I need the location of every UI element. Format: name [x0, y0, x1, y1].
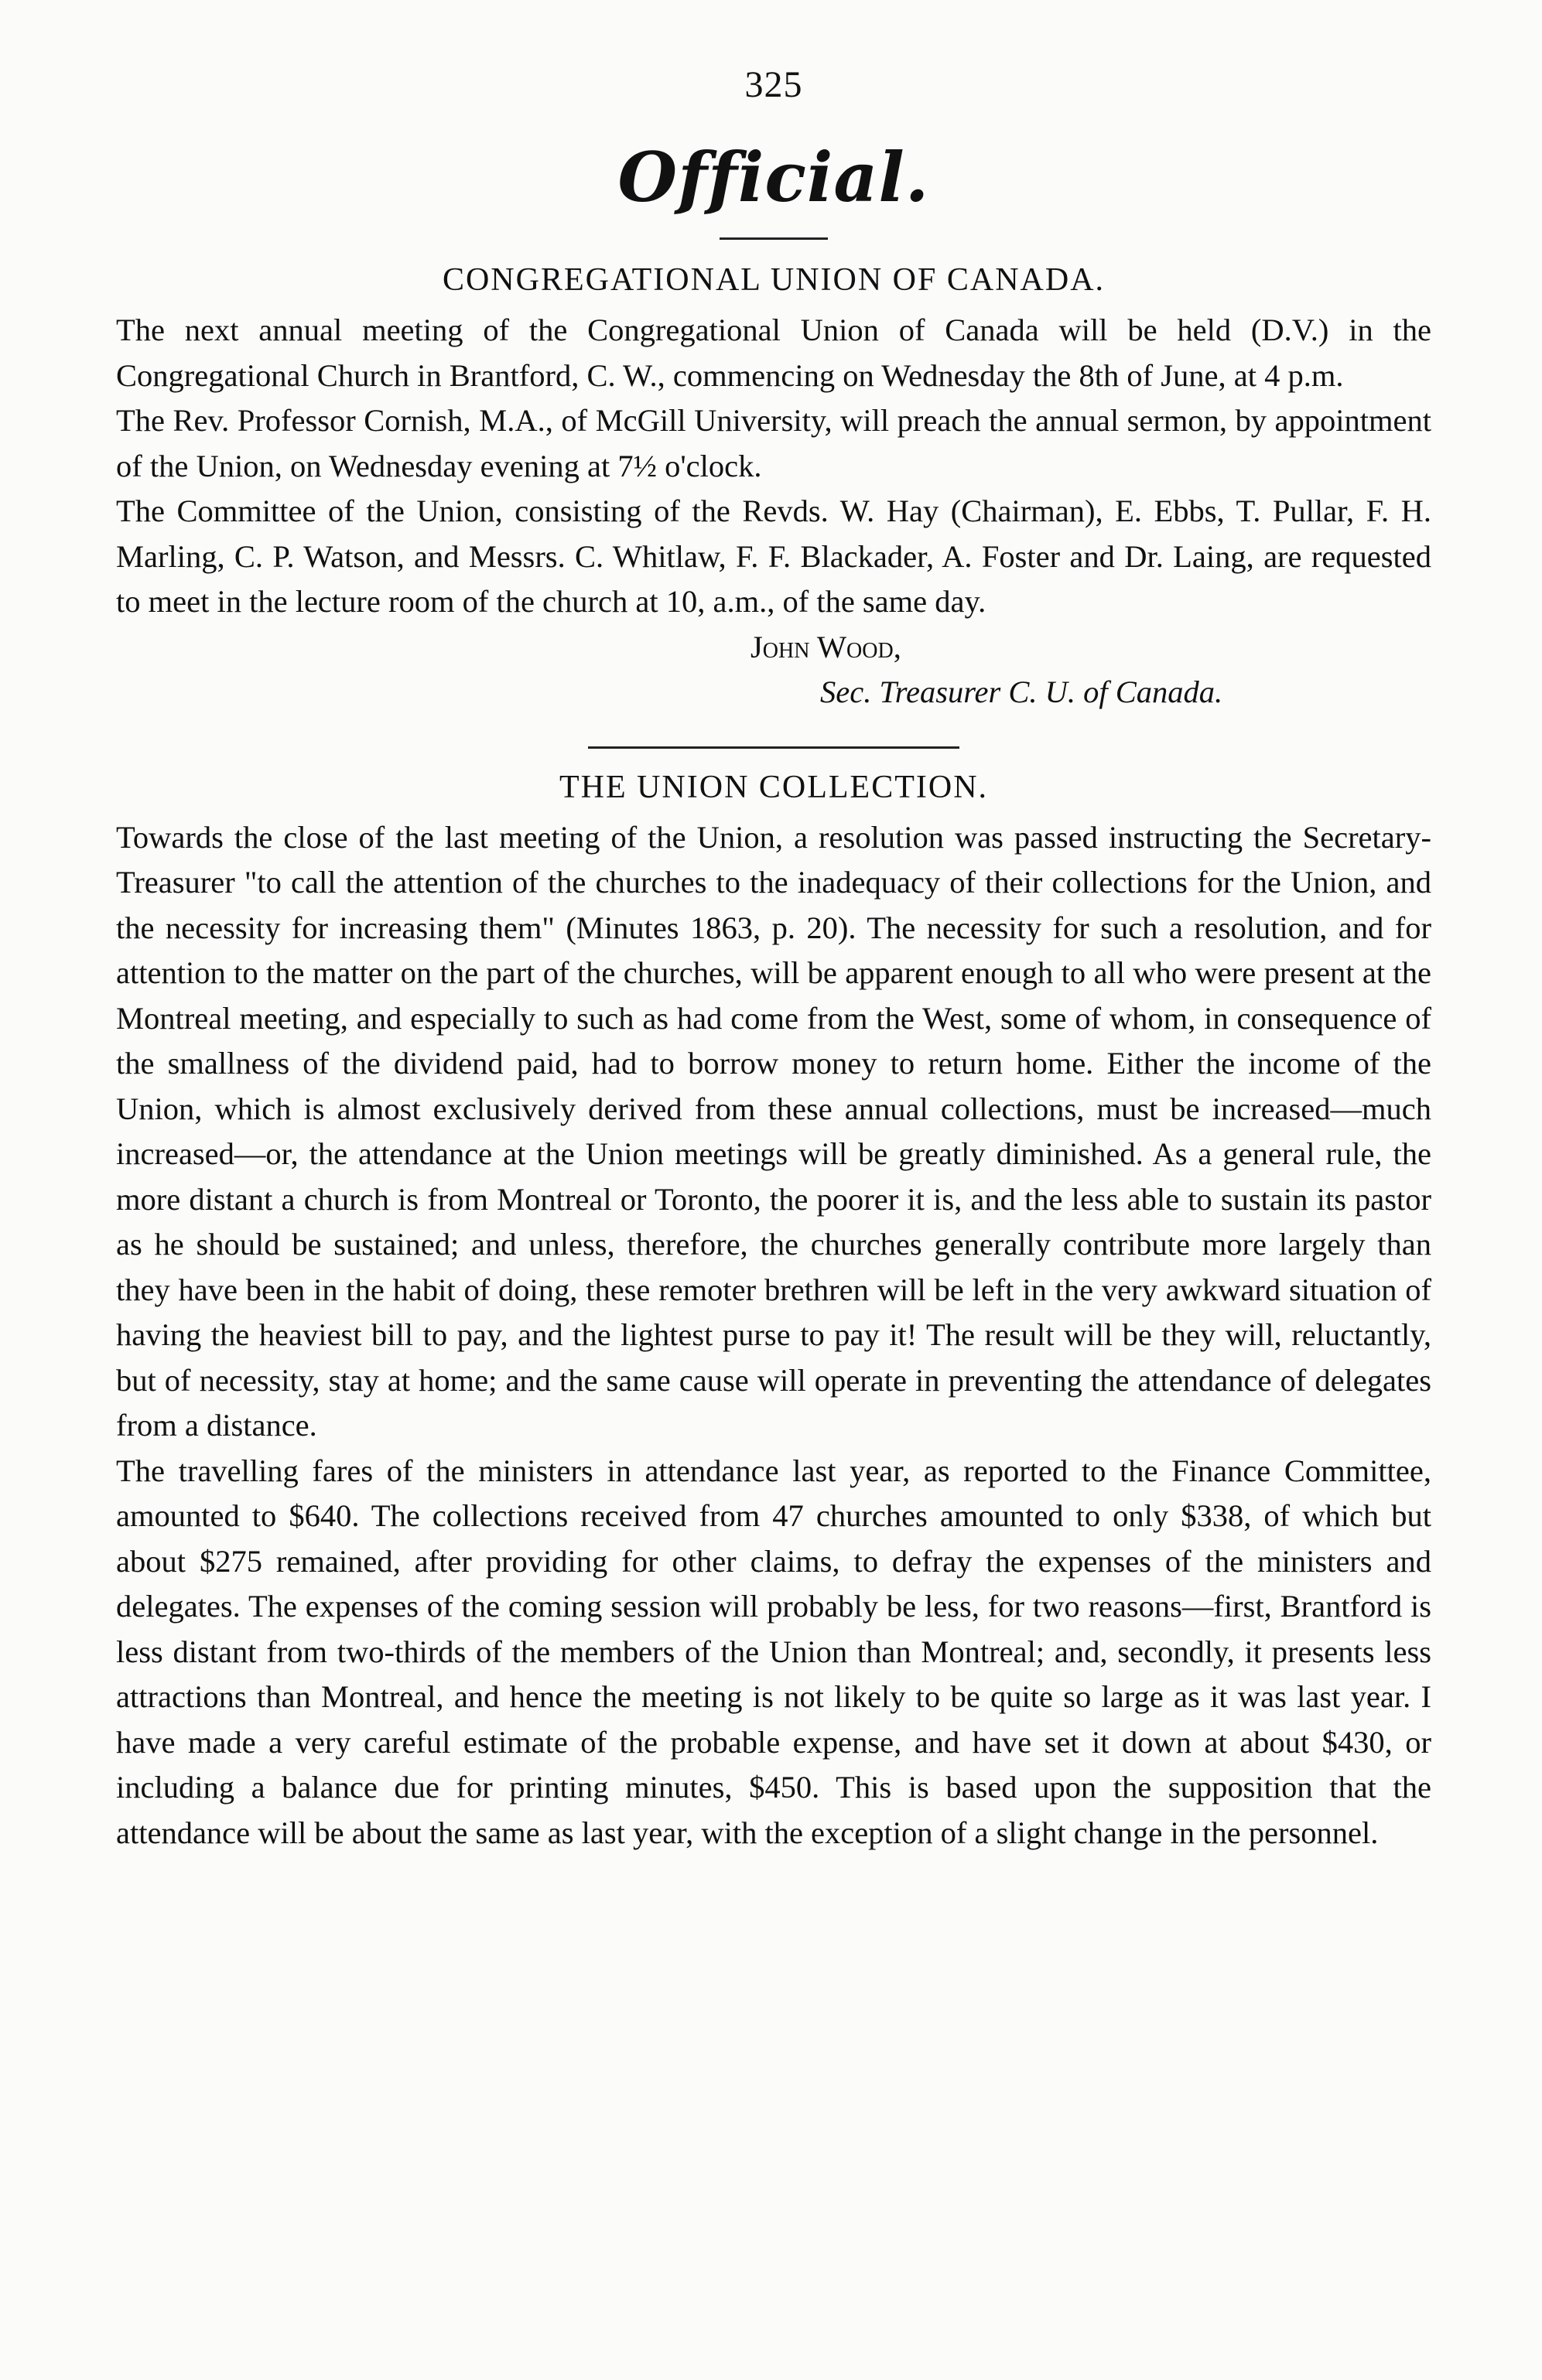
- signature-title: Sec. Treasurer C. U. of Canada.: [820, 674, 1223, 709]
- notice-paragraph: The next annual meeting of the Congregational Union of Canada will be held (D.V.) in the Congregational Church in Brantford, C. W., commencing on Wednesday the 8th of June, at 4 p.m.: [116, 312, 1431, 393]
- divider: [720, 237, 828, 240]
- article-paragraph: The travelling fares of the ministers in attendance last year, as reported to the Finance Committee, amounted to $640. The collections received from 47 churches amounted to only $338, of which but about $275 remained, after providing for other claims, to defray the expenses of the ministers and delegates. The expenses of the coming session will probably be less, for two reasons—first, Brantford is less distant from two-thirds of the members of the Union than Montreal; and, secondly, it presents less attractions than Montreal, and hence the meeting is not likely to be quite so large as it was last year. I have made a very careful estimate of the probable expense, and have set it down at about $430, or including a balance due for printing minutes, $450. This is based upon the supposition that the attendance will be about the same as last year, with the exception of a slight change in the personnel.: [116, 1453, 1431, 1850]
- notice-title: CONGREGATIONAL UNION OF CANADA.: [442, 262, 1106, 298]
- article-paragraph: Towards the close of the last meeting of the Union, a resolution was passed instructing the Secretary-Treasurer "to call the attention of the churches to the inadequacy of their collections for the Union, and the necessity for increasing them" (Minutes 1863, p. 20). The necessity for such a resolution, and for attention to the matter on the part of the churches, will be apparent enough to all who were present at the Montreal meeting, and especially to such as had come from the West, some of whom, in consequence of the smallness of the dividend paid, had to borrow money to return home. Either the income of the Union, which is almost exclusively derived from these annual collections, must be increased—much increased—or, the attendance at the Union meetings will be greatly diminished. As a general rule, the more distant a church is from Montreal or Toronto, the poorer it is, and the less able to sustain its pastor as he should be sustained; and unless, therefore, the churches generally contribute more largely than they have been in the habit of doing, these remoter brethren will be left in the very awkward situation of having the heaviest bill to pay, and the lightest purse to pay it! The result will be they will, reluctantly, but of necessity, stay at home; and the same cause will operate in preventing the attendance of delegates from a distance.: [116, 819, 1431, 1443]
- article-title: THE UNION COLLECTION.: [559, 769, 989, 805]
- notice-paragraph: The Committee of the Union, consisting of the Revds. W. Hay (Chairman), E. Ebbs, T. Pullar, F. H. Marling, C. P. Watson, and Messrs. C. Whitlaw, F. F. Blackader, A. Foster and Dr. Laing, are requested to meet in the lecture room of the church at 10, a.m., of the same day.: [116, 493, 1431, 619]
- section-heading: Official.: [617, 137, 930, 217]
- divider: [588, 746, 959, 749]
- signature-name: John Wood,: [750, 629, 901, 664]
- notice-paragraph: The Rev. Professor Cornish, M.A., of McGill University, will preach the annual sermon, by appointment of the Union, on Wednesday evening at 7½ o'clock.: [116, 403, 1431, 483]
- page-number: 325: [744, 64, 803, 105]
- document-page: [116, 46, 1431, 1856]
